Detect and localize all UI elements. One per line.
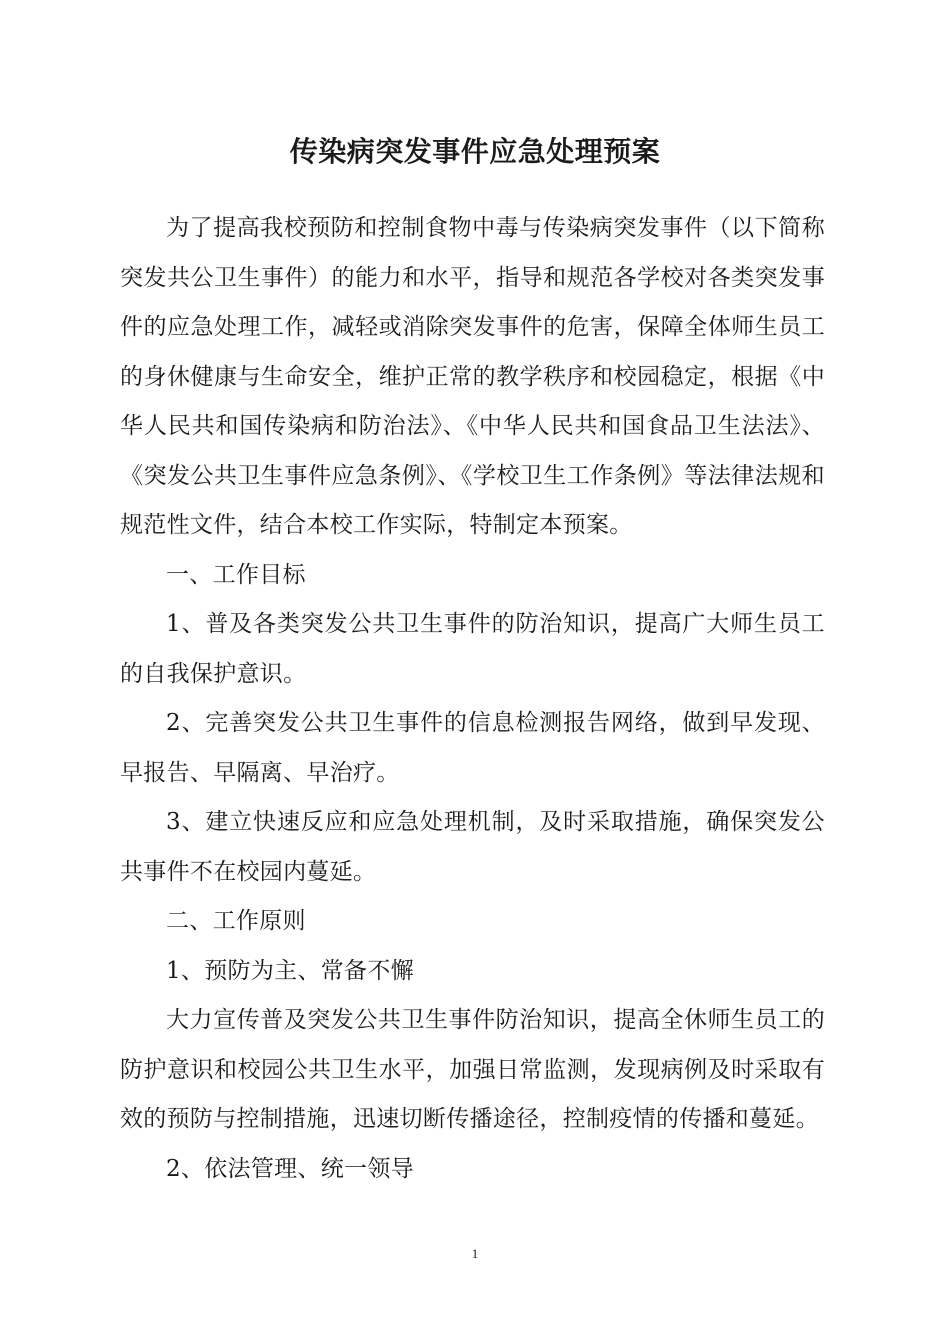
page-number: 1 <box>471 1246 479 1261</box>
section-heading-work-goals: 一、工作目标 <box>166 561 306 588</box>
principle-heading-1: 1、预防为主、常备不懈 <box>166 957 414 984</box>
document-title: 传染病突发事件应急处理预案 <box>289 135 661 168</box>
goal-item-1: 1、普及各类突发公共卫生事件的防治知识，提高广大师生员工的自我保护意识。 <box>120 611 825 687</box>
principle-heading-2: 2、依法管理、统一领导 <box>166 1155 414 1182</box>
section-heading-work-principles: 二、工作原则 <box>166 908 306 934</box>
goal-item-2: 2、完善突发公共卫生事件的信息检测报告网络，做到早发现、早报告、早隔离、早治疗。 <box>120 710 825 786</box>
intro-paragraph: 为了提高我校预防和控制食物中毒与传染病突发事件（以下简称突发共公卫生事件）的能力和水平，指导和规范各学校对各类突发事件的应急处理工作，减轻或消除突发事件的危害，保障全体师生员工的身休健康与生命安全，维护正常的教学秩序和校园稳定，根据《中华人民共和国传染病和防治法》、《中华人民共和国食品卫生法法》、《突发公共卫生事件应急条例》、《学校卫生工作条例》等法律法规和规范性文件，结合本校工作实际，特制定本预案。 <box>120 215 825 538</box>
goal-item-3: 3、建立快速反应和应急处理机制，及时采取措施，确保突发公共事件不在校园内蔓延。 <box>120 809 825 885</box>
principle-paragraph-1: 大力宣传普及突发公共卫生事件防治知识，提高全休师生员工的防护意识和校园公共卫生水平，加强日常监测，发现病例及时采取有效的预防与控制措施，迅速切断传播途径，控制疫情的传播和蔓延。 <box>120 1007 825 1132</box>
document-body <box>120 204 825 1194</box>
